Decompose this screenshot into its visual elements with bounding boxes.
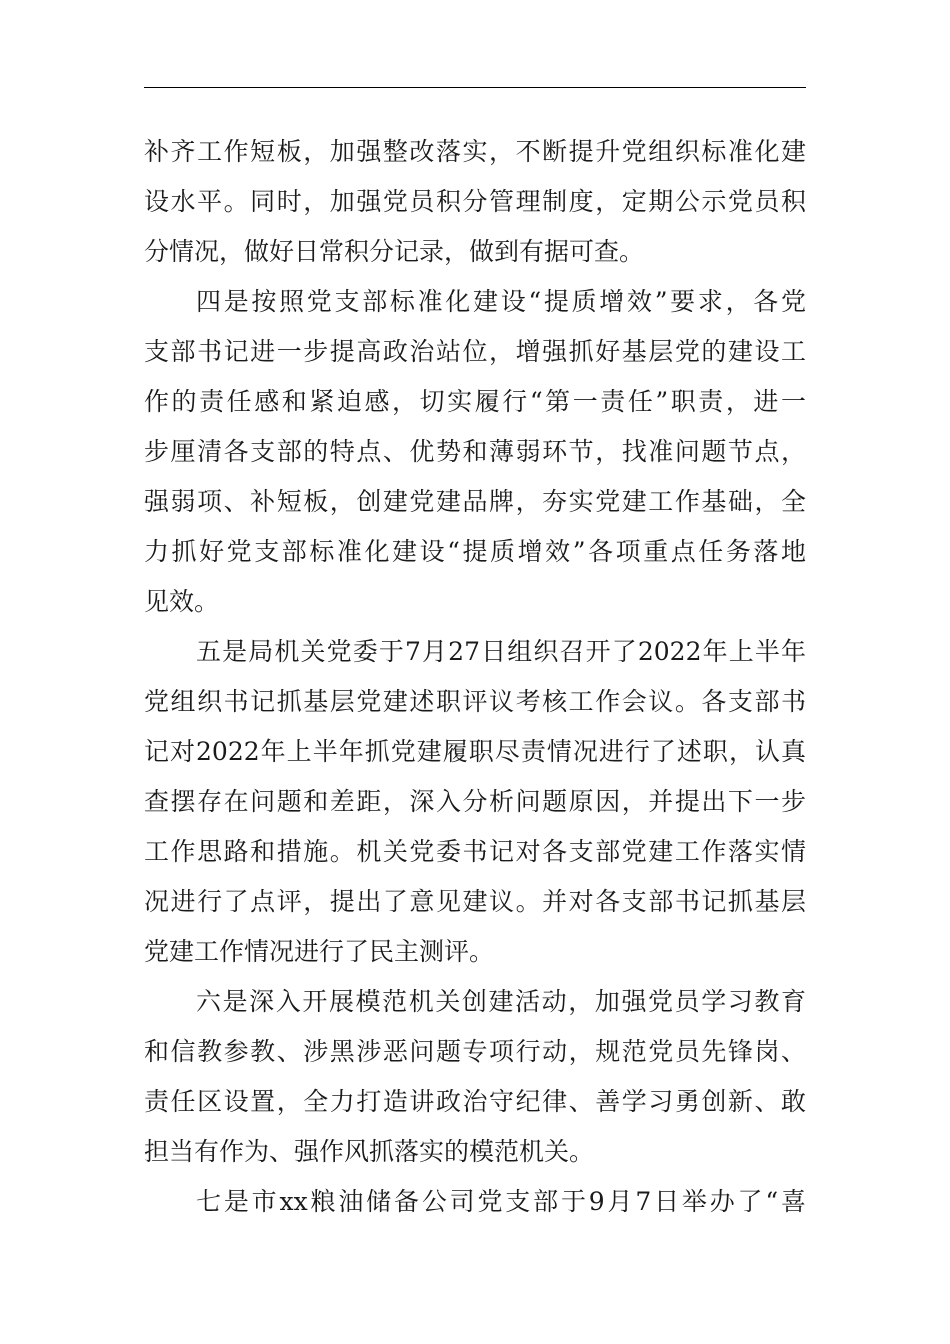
text-line: 力抓好党支部标准化建设“提质增效”各项重点任务落地: [144, 537, 806, 566]
paragraph-5: [144, 1177, 806, 1227]
text-line: 见效。: [144, 587, 220, 616]
text-line: 五是局机关党委于7月27日组织召开了2022年上半年: [196, 637, 806, 666]
text-line: 党建工作情况进行了民主测评。: [144, 937, 495, 966]
text-line: 况进行了点评，提出了意见建议。并对各支部书记抓基层: [144, 887, 806, 916]
paragraph-1: [144, 127, 806, 277]
text-line: 设水平。同时，加强党员积分管理制度，定期公示党员积: [144, 187, 806, 216]
paragraph-2: [144, 277, 806, 627]
text-line: 作的责任感和紧迫感，切实履行“第一责任”职责，进一: [144, 387, 806, 416]
text-line: 七是市xx粮油储备公司党支部于9月7日举办了“喜: [196, 1187, 806, 1216]
text-line: 党组织书记抓基层党建述职评议考核工作会议。各支部书: [144, 687, 806, 716]
header-rule: [144, 87, 806, 88]
document-body: [144, 127, 806, 1227]
text-line: 分情况，做好日常积分记录，做到有据可查。: [144, 237, 645, 266]
paragraph-3: [144, 627, 806, 977]
text-line: 步厘清各支部的特点、优势和薄弱环节，找准问题节点，: [144, 437, 806, 466]
text-line: 记对2022年上半年抓党建履职尽责情况进行了述职，认真: [144, 737, 806, 766]
text-line: 补齐工作短板，加强整改落实，不断提升党组织标准化建: [144, 137, 806, 166]
text-line: 查摆存在问题和差距，深入分析问题原因，并提出下一步: [144, 787, 806, 816]
text-line: 工作思路和措施。机关党委书记对各支部党建工作落实情: [144, 837, 806, 866]
text-line: 四是按照党支部标准化建设“提质增效”要求，各党: [196, 287, 806, 316]
text-line: 责任区设置，全力打造讲政治守纪律、善学习勇创新、敢: [144, 1087, 806, 1116]
text-line: 六是深入开展模范机关创建活动，加强党员学习教育: [196, 987, 806, 1016]
text-line: 支部书记进一步提高政治站位，增强抓好基层党的建设工: [144, 337, 806, 366]
text-line: 强弱项、补短板，创建党建品牌，夯实党建工作基础，全: [144, 487, 806, 516]
text-line: 担当有作为、强作风抓落实的模范机关。: [144, 1137, 595, 1166]
text-line: 和信教参教、涉黑涉恶问题专项行动，规范党员先锋岗、: [144, 1037, 806, 1066]
paragraph-4: [144, 977, 806, 1177]
